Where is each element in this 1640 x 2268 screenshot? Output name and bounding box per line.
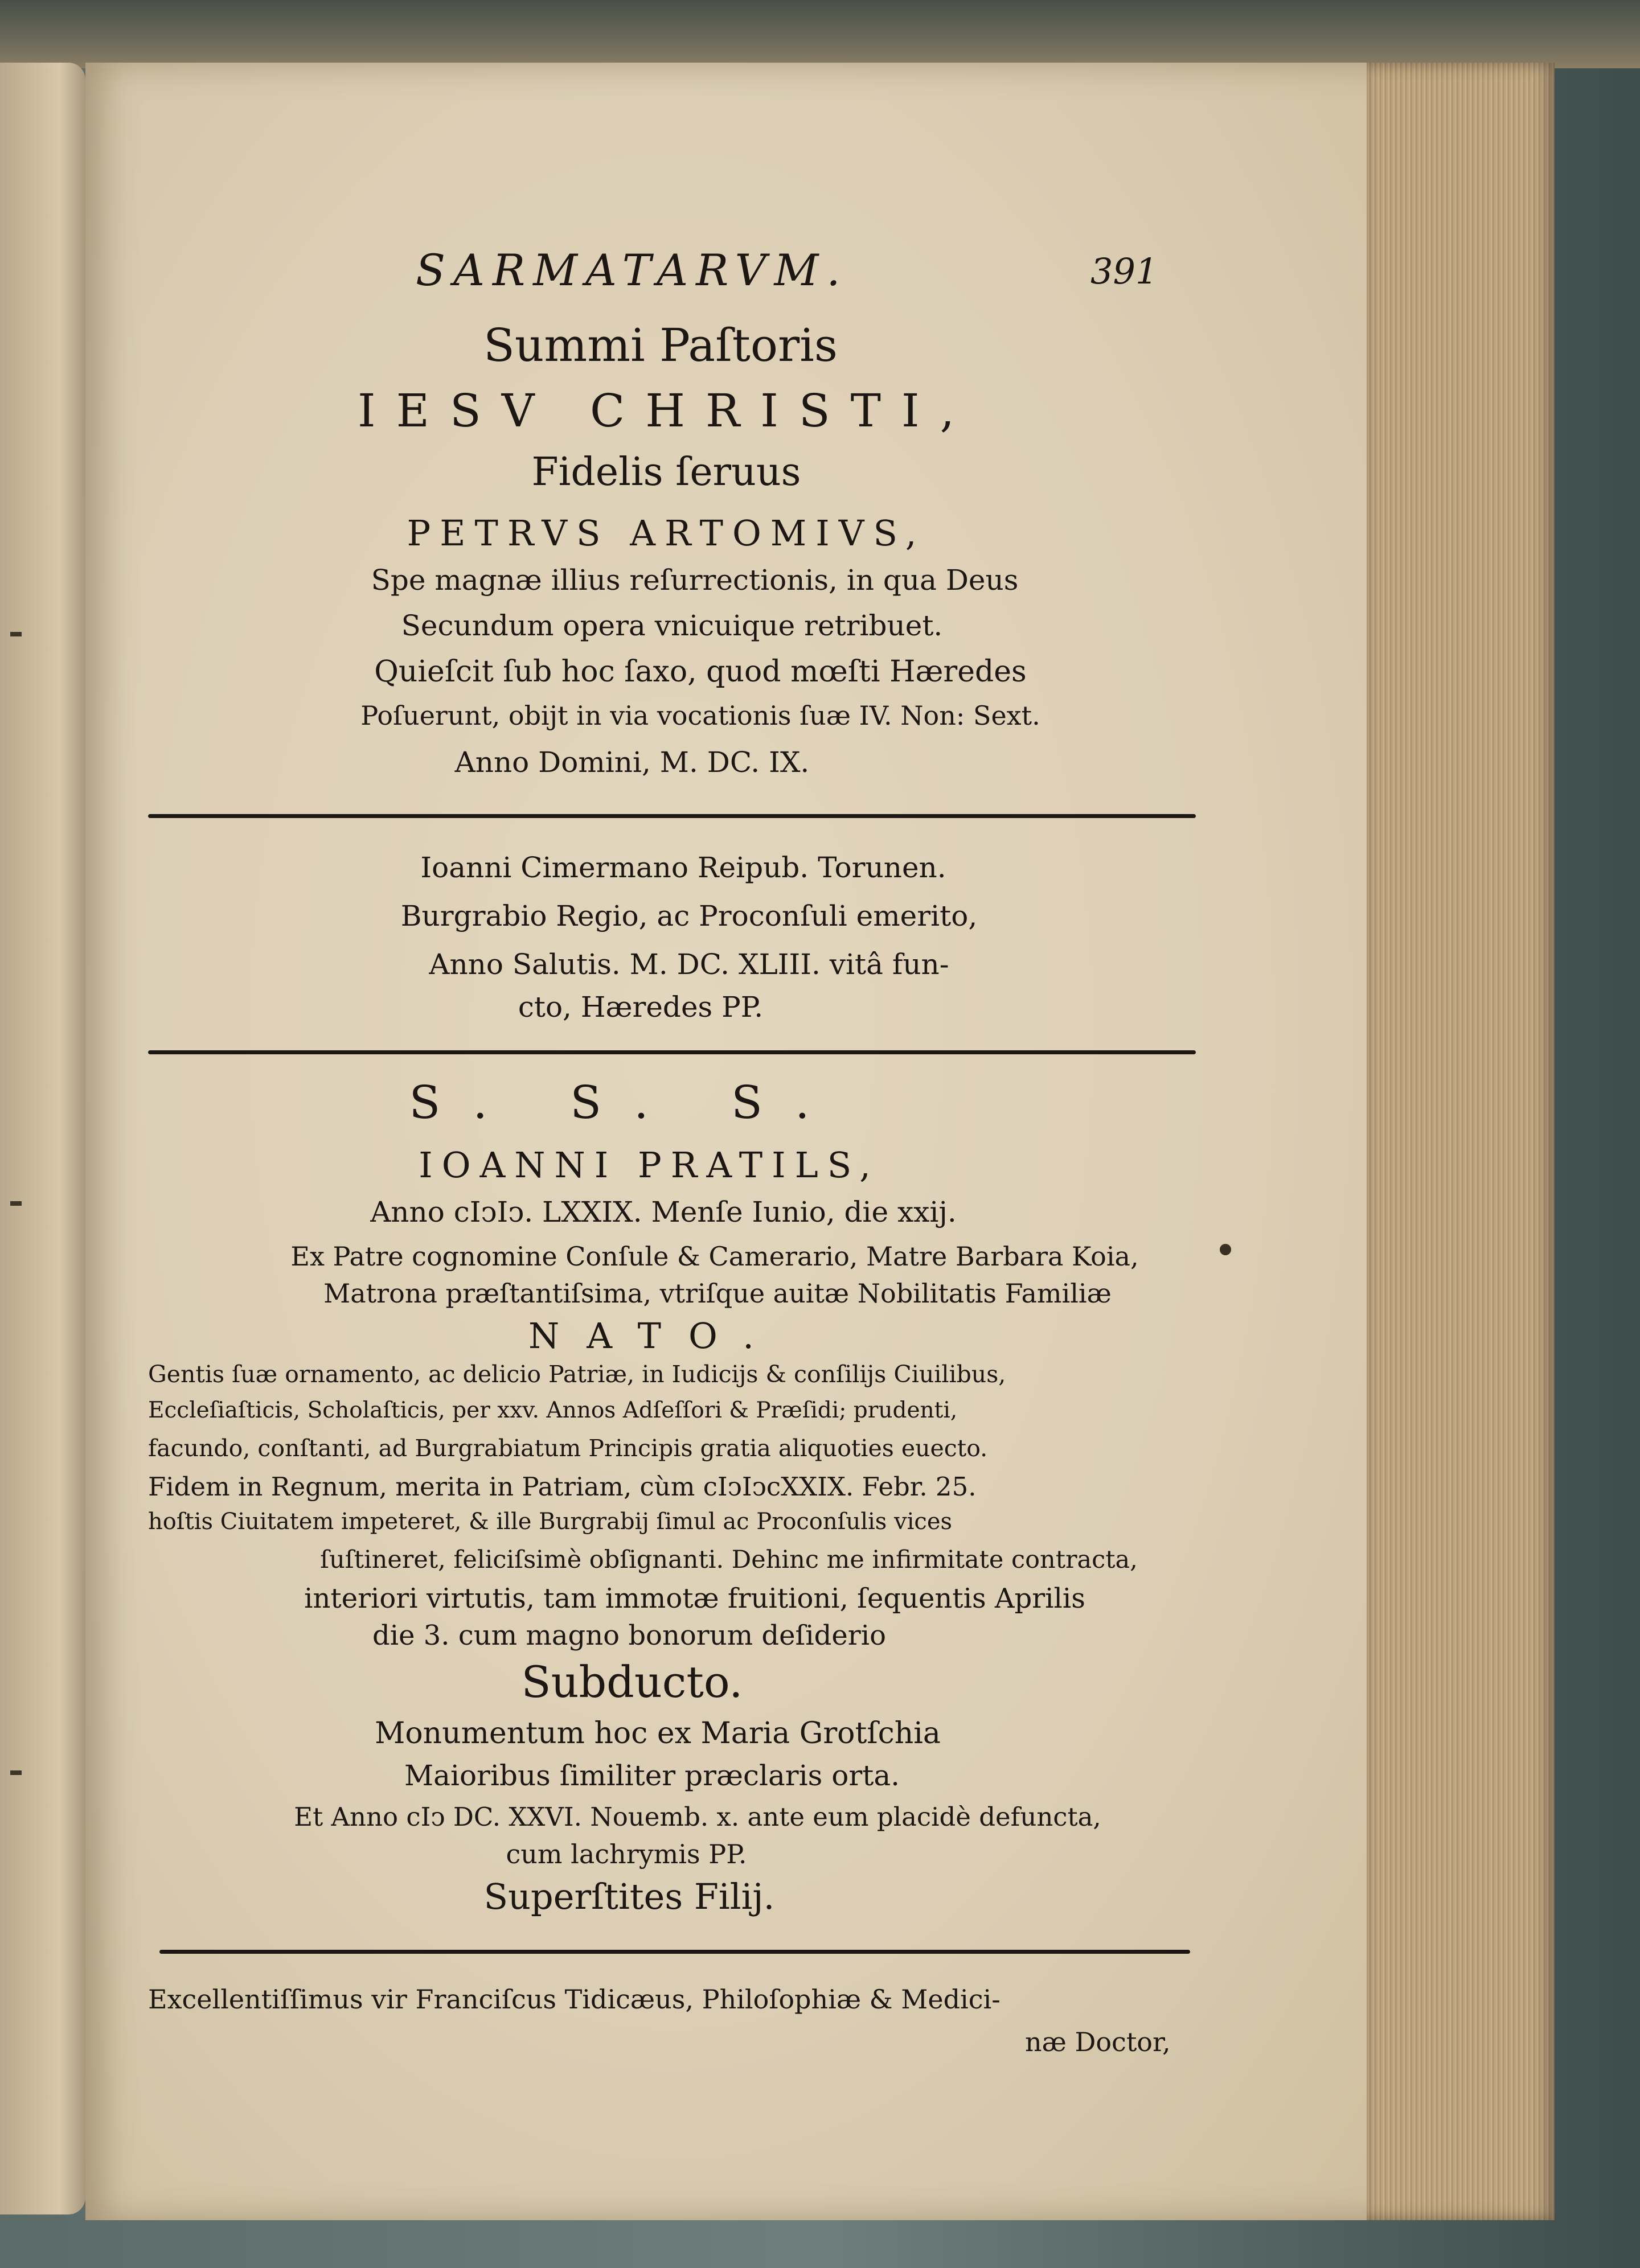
epitaph1-line: Anno Domini, M. DC. IX.	[454, 746, 810, 779]
left-page-edge	[0, 63, 85, 2214]
epitaph3-line: Fidem in Regnum, merita in Patriam, cùm cIↄIↄcXXIX. Febr. 25.	[148, 1472, 977, 1502]
epitaph1-line: Spe magnæ illius reſurrectionis, in qua Deus	[371, 564, 1019, 597]
epitaph3-line: hoſtis Ciuitatem impeteret, & ille Burgrabij ſimul ac Proconſulis vices	[148, 1509, 953, 1535]
running-title: SARMATARVM.	[416, 245, 848, 295]
epitaph1-line: Quieſcit ſub hoc ſaxo, quod mœſti Hæredes	[374, 655, 1027, 689]
epitaph1-line: Poſuerunt, obijt in via vocationis ſuæ IV. Non: Sext.	[360, 700, 1040, 731]
epitaph3-line: Matrona præſtantiſsima, vtriſque auitæ Nobilitatis Familiæ	[323, 1278, 1112, 1309]
epitaph3-line: Subducto.	[521, 1657, 743, 1707]
margin-mark	[10, 632, 22, 636]
epitaph2-line: Anno Salutis. M. DC. XLIII. vitâ fun-	[429, 948, 949, 981]
epitaph1-line: PETRVS ARTOMIVS,	[407, 512, 926, 554]
epitaph1-line: Summi Paſtoris	[483, 319, 838, 372]
epitaph3-line: cum lachrymis PP.	[506, 1839, 747, 1870]
epitaph3-line: ſuſtineret, feliciſsimè obſignanti. Dehinc me infirmitate contracta,	[320, 1546, 1138, 1574]
epitaph2-line: Ioanni Cimermano Reipub. Torunen.	[420, 851, 946, 884]
epitaph3-line: Maioribus ſimiliter præclaris orta.	[404, 1759, 900, 1792]
page-text	[85, 63, 1389, 2220]
epitaph2-line: cto, Hæredes PP.	[518, 991, 764, 1024]
epitaph3-line: Monumentum hoc ex Maria Grotſchia	[375, 1716, 941, 1751]
margin-mark	[10, 1770, 22, 1775]
epitaph3-line: IOANNI PRATILS,	[419, 1144, 880, 1186]
separator-rule	[159, 1950, 1190, 1954]
page-number: 391	[1090, 250, 1158, 292]
margin-mark	[10, 1201, 22, 1206]
epitaph1-line: Secundum opera vnicuique retribuet.	[401, 609, 943, 642]
epitaph3-line: Superſtites Filij.	[483, 1876, 775, 1917]
epitaph3-line: die 3. cum magno bonorum deſiderio	[372, 1620, 886, 1651]
epitaph3-line: Et Anno cIↄ DC. XXVI. Nouemb. x. ante eum placidè defuncta,	[294, 1802, 1101, 1832]
separator-rule	[148, 1050, 1196, 1054]
epitaph3-line: interiori virtutis, tam immotæ fruitioni, ſequentis Aprilis	[304, 1583, 1085, 1614]
epitaph3-line: Eccleſiaſticis, Scholaſticis, per xxv. Annos Adſeſſori & Præſidi; prudenti,	[148, 1398, 958, 1423]
ink-spot	[1220, 1244, 1231, 1255]
epitaph3-line: S. S. S.	[409, 1076, 844, 1129]
epitaph2-line: Burgrabio Regio, ac Proconſuli emerito,	[400, 899, 978, 932]
epitaph3-line: NATO.	[528, 1315, 781, 1357]
separator-rule	[148, 814, 1196, 818]
epitaph1-line: IESV CHRISTI,	[357, 384, 975, 437]
page-edges	[1367, 63, 1555, 2220]
book-top-edge	[0, 0, 1640, 68]
footer-line: næ Doctor,	[1025, 2027, 1171, 2057]
epitaph3-line: Ex Patre cognomine Conſule & Camerario, Matre Barbara Koia,	[290, 1241, 1139, 1272]
footer-line: Excellentiſſimus vir Franciſcus Tidicæus, Philoſophiæ & Medici-	[148, 1984, 1001, 2015]
epitaph3-line: Anno cIↄIↄ. LXXIX. Menſe Iunio, die xxij.	[370, 1195, 957, 1228]
epitaph3-line: Gentis ſuæ ornamento, ac delicio Patriæ, in Iudicijs & conſilijs Ciuilibus,	[148, 1361, 1006, 1388]
epitaph1-line: Fidelis ſeruus	[531, 450, 801, 495]
epitaph3-line: facundo, conſtanti, ad Burgrabiatum Principis gratia aliquoties euecto.	[148, 1435, 988, 1462]
